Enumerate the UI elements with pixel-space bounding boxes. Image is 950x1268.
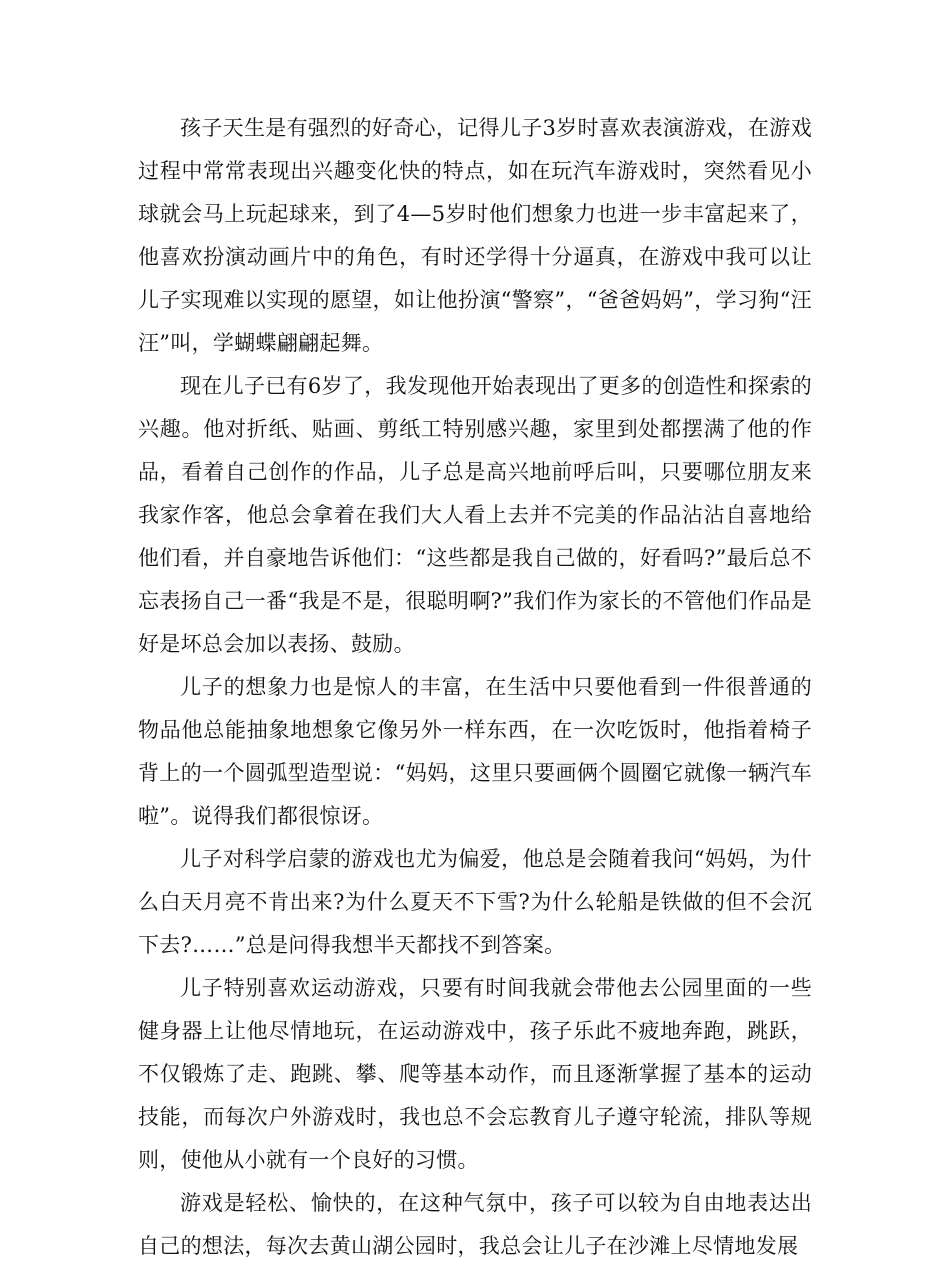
paragraph-3: 儿子的想象力也是惊人的丰富，在生活中只要他看到一件很普通的物品他总能抽象地想象它像另外一样东西，在一次吃饭时，他指着椅子背上的一个圆弧型造型说：“妈妈，这里只要画俩个圆圈它就像一辆汽车啦”。说得我们都很惊讶。 bbox=[138, 675, 812, 828]
paragraph-4: 儿子对科学启蒙的游戏也尤为偏爱，他总是会随着我问“妈妈，为什么白天月亮不肯出来?为什么夏天不下雪?为什么轮船是铁做的但不会沉下去?……”总是问得我想半天都找不到答案。 bbox=[138, 847, 812, 957]
paragraph-2: 现在儿子已有6岁了，我发现他开始表现出了更多的创造性和探索的兴趣。他对折纸、贴画、剪纸工特别感兴趣，家里到处都摆满了他的作品，看着自己创作的作品，儿子总是高兴地前呼后叫，只要哪位朋友来我家作客，他总会拿着在我们大人看上去并不完美的作品沾沾自喜地给他们看，并自豪地告诉他们：“这些都是我自己做的，好看吗?”最后总不忘表扬自己一番“我是不是，很聪明啊?”我们作为家长的不管他们作品是好是坏总会加以表扬、鼓励。 bbox=[138, 374, 812, 656]
paragraph-1: 孩子天生是有强烈的好奇心，记得儿子3岁时喜欢表演游戏，在游戏过程中常常表现出兴趣变化快的特点，如在玩汽车游戏时，突然看见小球就会马上玩起球来，到了4—5岁时他们想象力也进一步丰富起来了，他喜欢扮演动画片中的角色，有时还学得十分逼真，在游戏中我可以让儿子实现难以实现的愿望，如让他扮演“警察”，“爸爸妈妈”，学习狗“汪汪”叫，学蝴蝶翩翩起舞。 bbox=[138, 116, 812, 355]
paragraph-6: 游戏是轻松、愉快的，在这种气氛中，孩子可以较为自由地表达出自己的想法，每次去黄山湖公园时，我总会让儿子在沙滩上尽情地发展 bbox=[138, 1191, 812, 1258]
document-body bbox=[138, 107, 812, 1268]
paragraph-5: 儿子特别喜欢运动游戏，只要有时间我就会带他去公园里面的一些健身器上让他尽情地玩，在运动游戏中，孩子乐此不疲地奔跑，跳跃，不仅锻炼了走、跑跳、攀、爬等基本动作，而且逐渐掌握了基本的运动技能，而每次户外游戏时，我也总不会忘教育儿子遵守轮流，排队等规则，使他从小就有一个良好的习惯。 bbox=[138, 976, 812, 1172]
